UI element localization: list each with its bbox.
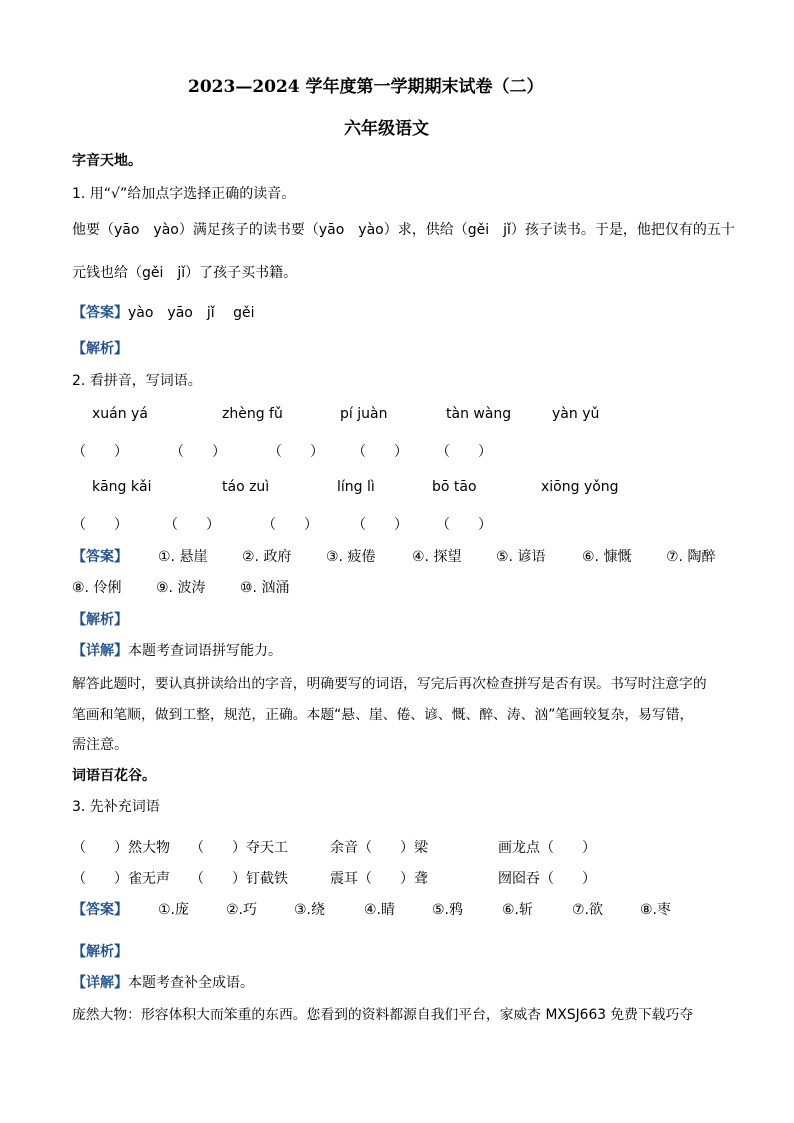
idiom-item[interactable]: （ ）钉截铁 bbox=[190, 871, 288, 887]
q2-stem: 2. 看拼音，写词语。 bbox=[72, 373, 202, 389]
answer-blank[interactable]: （ ） bbox=[436, 517, 492, 533]
q1-text-line2: 元钱也给（gěi jǐ）了孩子买书籍。 bbox=[72, 265, 298, 281]
answer-blank[interactable]: （ ） bbox=[164, 517, 220, 533]
answer-text: yào yāo jǐ gěi bbox=[128, 305, 255, 321]
answer-item: ②. 政府 bbox=[242, 549, 292, 565]
q3-stem: 3. 先补充词语 bbox=[72, 799, 160, 815]
q2-para-line3: 需注意。 bbox=[72, 737, 128, 753]
answer-item: ⑦.欲 bbox=[572, 902, 604, 918]
answer-blank[interactable]: （ ） bbox=[436, 444, 492, 460]
q2-detail bbox=[72, 640, 282, 660]
idiom-item[interactable]: 画龙点（ ） bbox=[498, 840, 596, 856]
answer-item: ⑤.鸦 bbox=[432, 902, 464, 918]
q3-analysis-tag: 【解析】 bbox=[72, 944, 128, 960]
answer-item: ⑨. 波涛 bbox=[156, 580, 206, 596]
answer-blank[interactable]: （ ） bbox=[352, 444, 408, 460]
answer-item: ⑤. 谚语 bbox=[496, 549, 546, 565]
idiom-item[interactable]: （ ）然大物 bbox=[72, 840, 170, 856]
answer-item: ⑥. 慷慨 bbox=[582, 549, 632, 565]
pinyin-item: xuán yá bbox=[92, 406, 148, 422]
pinyin-item: tàn wàng bbox=[446, 406, 512, 422]
answer-item: ⑩. 汹涌 bbox=[240, 580, 290, 596]
detail-tag: 【详解】 bbox=[72, 643, 128, 659]
pinyin-item: líng lì bbox=[337, 479, 375, 495]
answer-blank[interactable]: （ ） bbox=[352, 517, 408, 533]
idiom-item[interactable]: （ ）雀无声 bbox=[72, 871, 170, 887]
section-heading-2: 词语百花谷。 bbox=[72, 768, 156, 784]
q2-para-line1: 解答此题时，要认真拼读给出的字音，明确要写的词语，写完后再次检查拼写是否有误。书写时注意字的 bbox=[72, 676, 707, 692]
exam-subtitle: 六年级语文 bbox=[344, 119, 429, 139]
answer-item: ⑦. 陶醉 bbox=[666, 549, 716, 565]
section-heading-1: 字音天地。 bbox=[72, 153, 142, 169]
idiom-item[interactable]: （ ）夺天工 bbox=[190, 840, 288, 856]
q3-last-line: 庞然大物：形容体积大而笨重的东西。您看到的资料都源自我们平台，家威杏 MXSJ663 免费下载巧夺 bbox=[72, 1007, 694, 1023]
detail-tag: 【详解】 bbox=[72, 975, 128, 991]
answer-item: ④. 探望 bbox=[412, 549, 462, 565]
detail-text: 本题考查词语拼写能力。 bbox=[128, 643, 282, 659]
answer-item: ④.睛 bbox=[364, 902, 396, 918]
answer-item: ⑧. 伶俐 bbox=[72, 580, 122, 596]
q2-para-line2: 笔画和笔顺，做到工整，规范，正确。本题“悬、崖、倦、谚、慨、醉、涛、汹”笔画较复杂，易写错， bbox=[72, 707, 694, 723]
q1-analysis-tag: 【解析】 bbox=[72, 341, 128, 357]
answer-blank[interactable]: （ ） bbox=[72, 444, 128, 460]
answer-blank[interactable]: （ ） bbox=[72, 517, 128, 533]
idiom-item[interactable]: 囫囵吞（ ） bbox=[498, 871, 596, 887]
answer-item: ⑥.斩 bbox=[502, 902, 534, 918]
q1-text-line1: 他要（yāo yào）满足孩子的读书要（yāo yào）求，供给（gěi jǐ）孩子读书。于是，他把仅有的五十 bbox=[72, 222, 735, 238]
q1-stem: 1. 用“√”给加点字选择正确的读音。 bbox=[72, 186, 296, 202]
answer-blank[interactable]: （ ） bbox=[170, 444, 226, 460]
pinyin-item: xiōng yǒng bbox=[541, 479, 619, 495]
pinyin-item: kāng kǎi bbox=[92, 479, 152, 495]
answer-blank[interactable]: （ ） bbox=[262, 517, 318, 533]
answer-blank[interactable]: （ ） bbox=[268, 444, 324, 460]
answer-item: ①. 悬崖 bbox=[158, 549, 208, 565]
pinyin-item: yàn yǔ bbox=[552, 406, 600, 422]
answer-item: ②.巧 bbox=[226, 902, 258, 918]
answer-tag: 【答案】 bbox=[72, 305, 128, 321]
idiom-item[interactable]: 余音（ ）梁 bbox=[330, 840, 428, 856]
answer-item: ③. 疲倦 bbox=[326, 549, 376, 565]
answer-item: ③.绕 bbox=[294, 902, 326, 918]
q3-answer-tag: 【答案】 bbox=[72, 902, 128, 918]
pinyin-item: pí juàn bbox=[340, 406, 388, 422]
answer-item: ⑧.枣 bbox=[640, 902, 672, 918]
q3-detail bbox=[72, 972, 254, 992]
q2-answer-tag: 【答案】 bbox=[72, 549, 128, 565]
answer-item: ①.庞 bbox=[158, 902, 190, 918]
pinyin-item: táo zuì bbox=[222, 479, 270, 495]
q2-analysis-tag: 【解析】 bbox=[72, 612, 128, 628]
q1-answer bbox=[72, 302, 254, 322]
exam-title: 2023—2024 学年度第一学期期末试卷（二） bbox=[188, 77, 544, 97]
detail-text: 本题考查补全成语。 bbox=[128, 975, 254, 991]
idiom-item[interactable]: 震耳（ ）聋 bbox=[330, 871, 428, 887]
pinyin-item: bō tāo bbox=[432, 479, 477, 495]
pinyin-item: zhèng fǔ bbox=[222, 406, 283, 422]
